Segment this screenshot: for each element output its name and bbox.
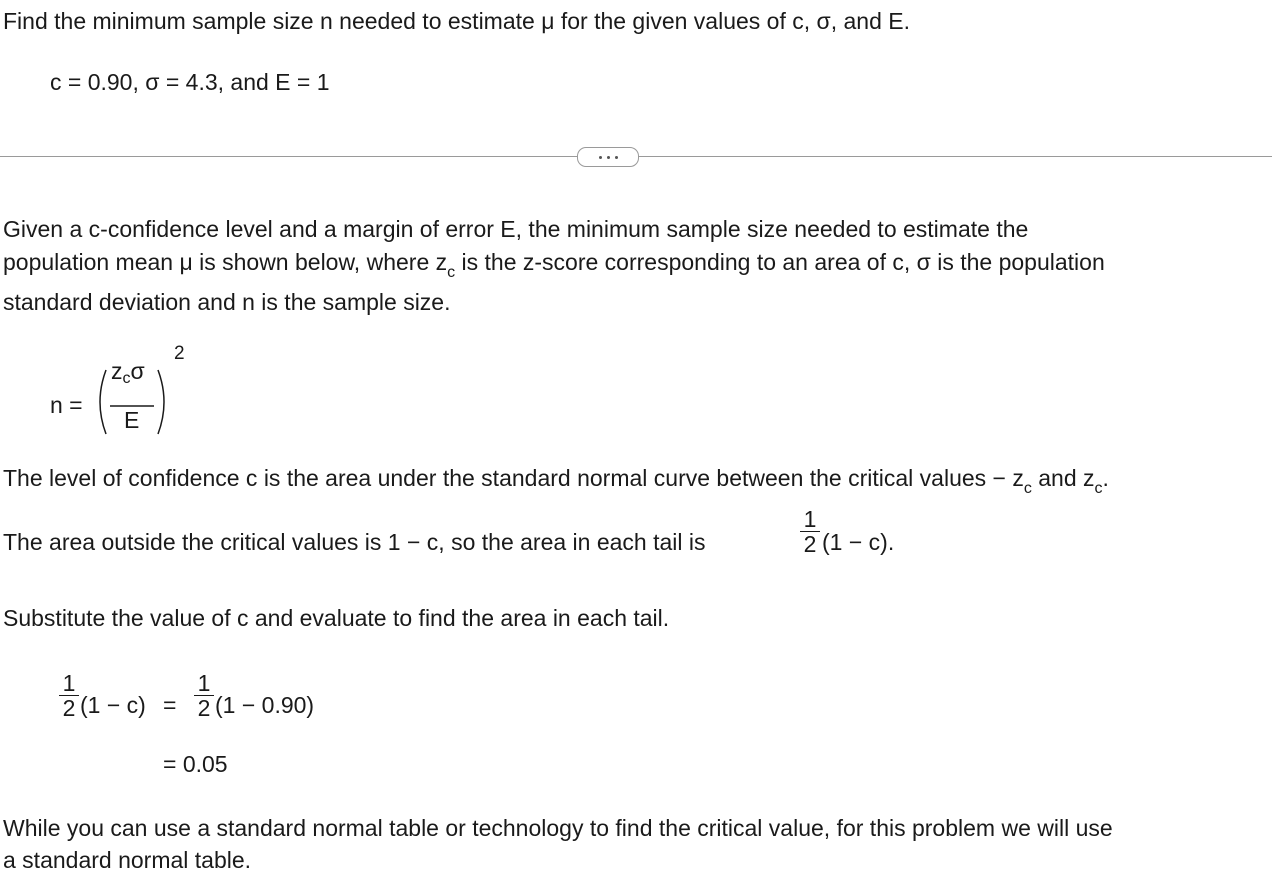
calc-result: = 0.05: [163, 751, 228, 777]
intro-line-1: Given a c-confidence level and a margin of error E, the minimum sample size needed to estimate the: [3, 216, 1029, 242]
confidence-line: The level of confidence c is the area under the standard normal curve between the critical values − $z_c$ and $z_c$.: [3, 465, 1109, 497]
calc-fraction-right: $\frac{1}{2}$: [194, 672, 214, 719]
tail-fraction: $\frac{1}{2}$: [800, 508, 820, 555]
dot-icon: [599, 156, 602, 159]
formula-exponent: 2: [174, 343, 185, 364]
calc-lhs: (1 − c): [80, 692, 146, 718]
show-more-button[interactable]: [577, 147, 639, 167]
dot-icon: [615, 156, 618, 159]
dot-icon: [607, 156, 610, 159]
tail-line: The area outside the critical values is 1 − c, so the area in each tail is: [3, 529, 706, 555]
intro-line-2: population mean μ is shown below, where $z_c$ is the z-score corresponding to an area of c, σ is the population: [3, 249, 1105, 281]
formula-lhs: n =: [50, 392, 83, 418]
tail-expression: (1 − c).: [822, 529, 895, 555]
closing-line-1: While you can use a standard normal table or technology to find the critical value, for this problem we will use: [3, 815, 1113, 841]
calc-fraction-left: $\frac{1}{2}$: [59, 672, 79, 719]
formula-numerator: zcσ: [111, 358, 145, 387]
calc-equals: =: [163, 692, 177, 718]
formula-denominator: E: [124, 407, 140, 433]
intro-line-3: standard deviation and n is the sample size.: [3, 289, 451, 315]
given-values: c = 0.90, σ = 4.3, and E = 1: [50, 69, 330, 95]
closing-line-2: a standard normal table.: [3, 847, 252, 873]
calc-rhs: (1 − 0.90): [215, 692, 315, 718]
question-prompt: Find the minimum sample size n needed to estimate μ for the given values of c, σ, and E.: [3, 8, 911, 34]
substitute-line: Substitute the value of c and evaluate to find the area in each tail.: [3, 605, 670, 631]
